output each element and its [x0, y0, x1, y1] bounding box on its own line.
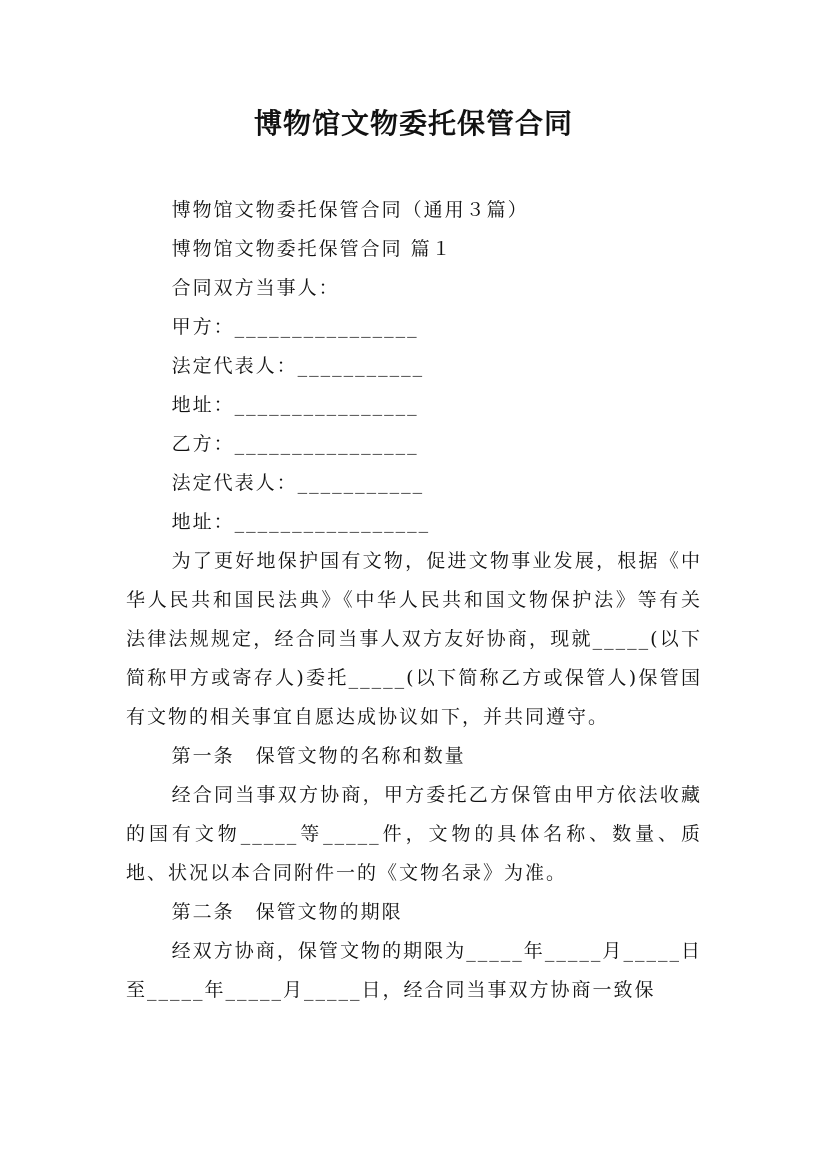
paragraph-preamble: 为了更好地保护国有文物，促进文物事业发展，根据《中华人民共和国民法典》《中华人民共和国文物保护法》等有关法律法规规定，经合同当事人双方友好协商，现就_____(以下简称甲方或寄存人)委托_____(以下简称乙方或保管人)保管国有文物的相关事宜自愿达成协议如下，并共同遵守。 [126, 550, 702, 728]
party-a-representative-field: 法定代表人：___________ [171, 355, 425, 377]
document-body [126, 191, 702, 1010]
article-2-heading: 第二条 保管文物的期限 [171, 901, 403, 923]
paragraph-parties-label: 合同双方当事人： [171, 277, 340, 299]
article-2-body: 经双方协商，保管文物的期限为_____年_____月_____日至_____年_____月_____日，经合同当事双方协商一致保 [126, 940, 702, 1001]
party-a-address-field: 地址：________________ [171, 394, 419, 416]
party-b-representative-field: 法定代表人：___________ [171, 472, 425, 494]
article-1-heading: 第一条 保管文物的名称和数量 [171, 745, 466, 767]
party-a-field: 甲方：________________ [171, 316, 419, 338]
document-title: 博物馆文物委托保管合同 [253, 107, 573, 140]
party-b-field: 乙方：________________ [171, 433, 419, 455]
article-1-body: 经合同当事双方协商，甲方委托乙方保管由甲方依法收藏的国有文物_____等_____件，文物的具体名称、数量、质地、状况以本合同附件一的《文物名录》为准。 [126, 784, 702, 884]
party-b-address-field: 地址：_________________ [171, 511, 431, 533]
paragraph-article-heading: 博物馆文物委托保管合同 篇１ [171, 238, 453, 260]
paragraph-subtitle: 博物馆文物委托保管合同（通用３篇） [171, 199, 529, 221]
